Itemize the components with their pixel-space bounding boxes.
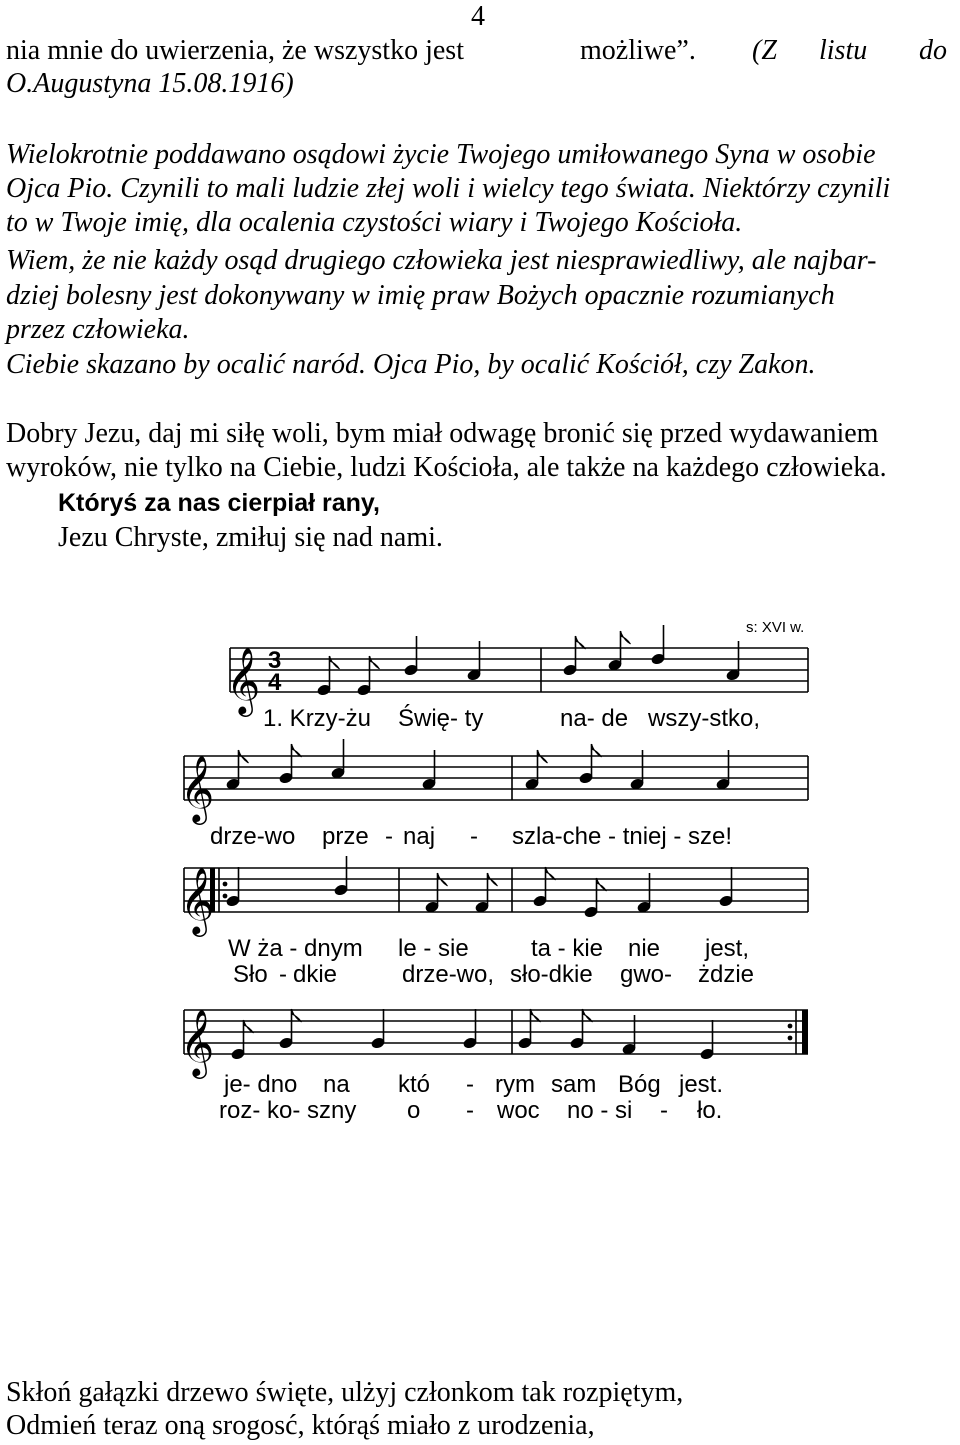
meditation-line: to w Twoje imię, dla ocalenia czystości wiary i Twojego Kościoła. (6, 207, 743, 238)
response-line: Jezu Chryste, zmiłuj się nad nami. (58, 522, 443, 553)
lyric: W ża - dnym (228, 935, 363, 962)
note-flag (292, 744, 302, 757)
treble-clef-icon: 𝄞 (180, 1008, 215, 1076)
lyric: sam (551, 1071, 597, 1098)
repeat-end-dot (788, 1036, 793, 1041)
lyric: je- dno (224, 1071, 298, 1098)
lyric: - (466, 1097, 474, 1124)
lyric: rym (495, 1071, 535, 1098)
closing-line: Skłoń gałązki drzewo święte, ulżyj członkom tak rozpiętym, (6, 1377, 684, 1408)
note-flag (546, 867, 556, 880)
staff-1 (230, 648, 808, 692)
lyric: dkie (293, 961, 338, 988)
quote-line-1b: możliwe”. (580, 35, 696, 66)
treble-clef-icon: 𝄞 (226, 646, 261, 714)
lyric: woc (497, 1097, 540, 1124)
quote-line-1a: nia mnie do uwierzenia, że wszystko jest (6, 35, 464, 66)
meditation-line: Ciebie skazano by ocalić naród. Ojca Pio, by ocalić Kościół, czy Zakon. (6, 349, 816, 380)
lyric: gwo- (620, 961, 673, 988)
lyric: drze-wo (210, 823, 296, 850)
meditation-line: Wielokrotnie poddawano osądowi życie Twojego umiłowanego Syna w osobie (6, 139, 876, 170)
lyric: Bóg (618, 1071, 661, 1098)
note-flag (592, 744, 602, 757)
lyric: na (323, 1071, 350, 1098)
repeat-end-bar (802, 1010, 808, 1054)
lyric: jest, (705, 935, 750, 962)
lyric: - (470, 823, 478, 850)
repeat-end-dot (788, 1024, 793, 1029)
lyric: 1. Krzy-żu (263, 705, 372, 732)
treble-clef-icon: 𝄞 (180, 866, 215, 934)
lyric: - (660, 1097, 668, 1124)
lyric: drze-wo, (402, 961, 495, 988)
note-flag (621, 631, 631, 644)
page-number: 4 (471, 1, 485, 32)
lyric: któ (398, 1071, 431, 1098)
staff-2 (184, 756, 808, 800)
lyric: sło-dkie (510, 961, 593, 988)
lyric: - (385, 823, 393, 850)
lyric: na- de (560, 705, 629, 732)
lyric: wszy-stko, (648, 705, 761, 732)
lyric: jest. (679, 1071, 724, 1098)
lyric: prze (322, 823, 369, 850)
lyric: le - sie (398, 935, 469, 962)
lyric: Świę- ty (398, 705, 484, 732)
staff-4 (184, 1010, 808, 1054)
note-flag (244, 1020, 254, 1033)
time-signature-bottom: 4 (268, 669, 282, 696)
prayer-line: wyroków, nie tylko na Ciebie, ludzi Kościoła, ale także na każdego człowieka. (6, 452, 887, 483)
prayer-line: Dobry Jezu, daj mi siłę woli, bym miał odwagę bronić się przed wydawaniem (6, 418, 879, 449)
time-signature-top: 3 (268, 647, 282, 674)
treble-clef-icon: 𝄞 (180, 754, 215, 822)
lyric: żdzie (698, 961, 755, 988)
lyric: ło. (697, 1097, 723, 1124)
response-bold-line: Któryś za nas cierpiał rany, (58, 489, 380, 517)
meditation-line: dziej bolesny jest dokonywany w imię praw Bożych opacznie rozumianych (6, 280, 835, 311)
lyric: Sło (233, 961, 268, 988)
staff-3 (184, 868, 808, 912)
closing-line: Odmień teraz oną srogosć, którąś miało z urodzenia, (6, 1410, 595, 1441)
note-flag (583, 1009, 593, 1022)
quote-line-1c: (Z (752, 35, 777, 66)
lyric: o (407, 1097, 421, 1124)
lyric: - (279, 961, 287, 988)
lyric: szla-che - tniej - sze! (512, 823, 733, 850)
quote-line-2: O.Augustyna 15.08.1916) (6, 68, 294, 99)
lyric: naj (403, 823, 436, 850)
lyric: roz- ko- szny (219, 1097, 357, 1124)
hymn-source: s: XVI w. (746, 619, 805, 636)
lyric: - (466, 1071, 474, 1098)
meditation-line: Ojca Pio. Czynili to mali ludzie złej woli i wielcy tego świata. Niektórzy czynili (6, 173, 891, 204)
note-flag (370, 656, 380, 669)
note-flag (330, 656, 340, 669)
quote-line-1d: listu (819, 35, 868, 66)
note-flag (576, 636, 586, 649)
lyric: nie (628, 935, 661, 962)
note-flag (531, 1009, 541, 1022)
lyric: ta - kie (531, 935, 604, 962)
quote-line-1e: do (919, 35, 947, 66)
lyric: no - si (567, 1097, 633, 1124)
meditation-line: przez człowieka. (6, 314, 190, 345)
meditation-line: Wiem, że nie każdy osąd drugiego człowieka jest niesprawiedliwy, ale najbar- (6, 245, 877, 276)
note-flag (597, 878, 607, 891)
note-flag (292, 1009, 302, 1022)
